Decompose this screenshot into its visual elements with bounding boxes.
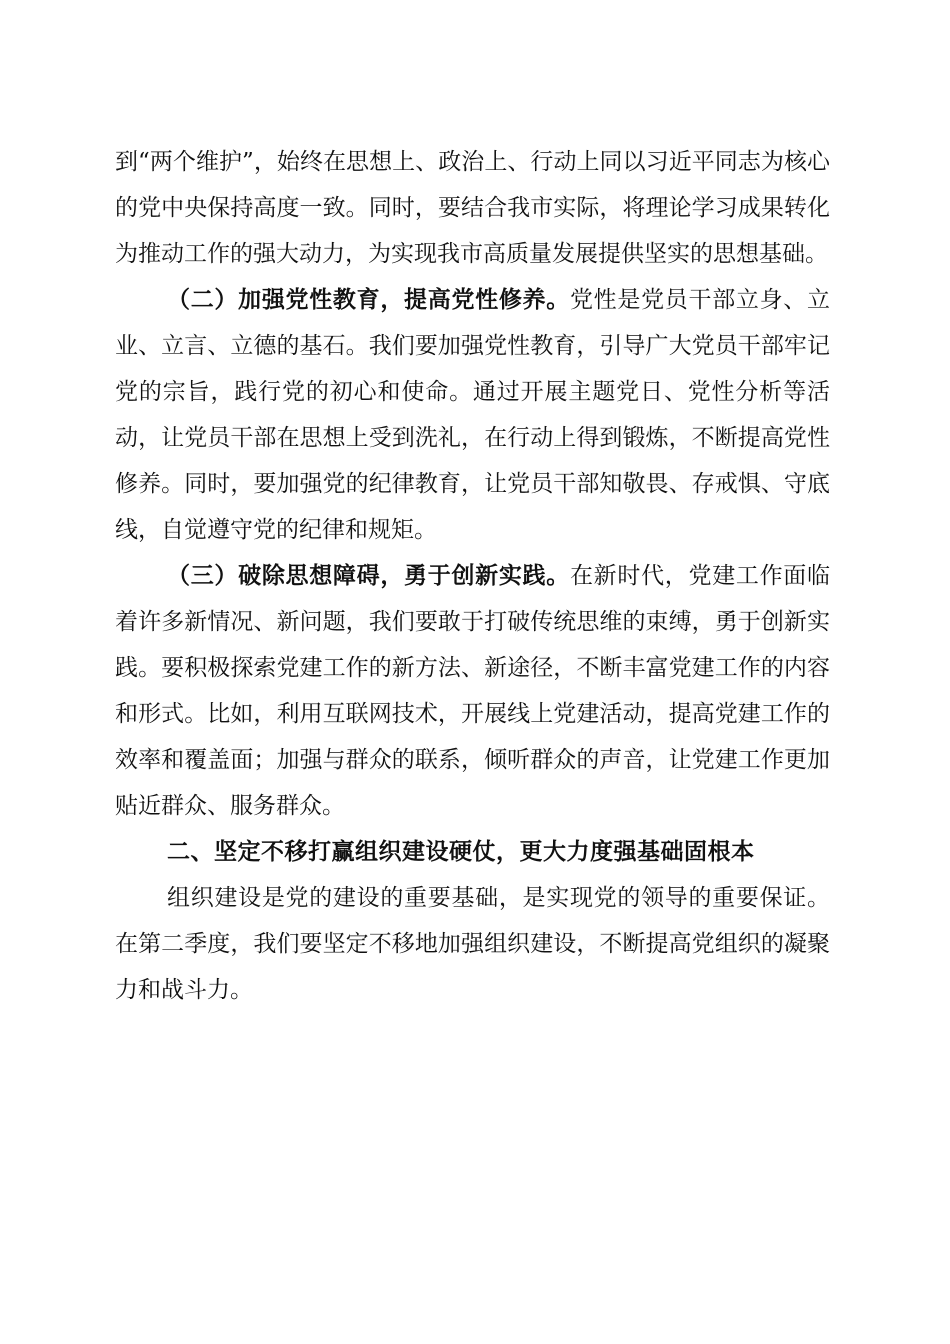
paragraph-text: 党性是党员干部立身、立业、立言、立德的基石。我们要加强党性教育，引导广大党员干部牢记党的宗旨，践行党的初心和使命。通过开展主题党日、党性分析等活动，让党员干部在思想上受到洗礼，在行动上得到锻炼，不断提高党性修养。同时，要加强党的纪律教育，让党员干部知敬畏、存戒惧、守底线，自觉遵守党的纪律和规矩。: [115, 287, 831, 543]
subsection-lead: （二）加强党性教育，提高党性修养。: [167, 286, 570, 313]
subsection-lead: （三）破除思想障碍，勇于创新实践。: [167, 562, 570, 589]
document-body: [115, 139, 830, 1013]
paragraph-party-spirit: [115, 277, 830, 553]
paragraph-organization: 组织建设是党的建设的重要基础，是实现党的领导的重要保证。在第二季度，我们要坚定不移地加强组织建设，不断提高党组织的凝聚力和战斗力。: [115, 885, 830, 1003]
paragraph-continuation: 到“两个维护”，始终在思想上、政治上、行动上同以习近平同志为核心的党中央保持高度一致。同时，要结合我市实际，将理论学习成果转化为推动工作的强大动力，为实现我市高质量发展提供坚实的思想基础。: [115, 149, 830, 267]
paragraph-text: 在新时代，党建工作面临着许多新情况、新问题，我们要敢于打破传统思维的束缚，勇于创新实践。要积极探索党建工作的新方法、新途径，不断丰富党建工作的内容和形式。比如，利用互联网技术，开展线上党建活动，提高党建工作的效率和覆盖面；加强与群众的联系，倾听群众的声音，让党建工作更加贴近群众、服务群众。: [115, 563, 831, 819]
paragraph-innovation: [115, 553, 830, 829]
section-heading: 二、坚定不移打赢组织建设硬仗，更大力度强基础固根本: [167, 839, 755, 865]
